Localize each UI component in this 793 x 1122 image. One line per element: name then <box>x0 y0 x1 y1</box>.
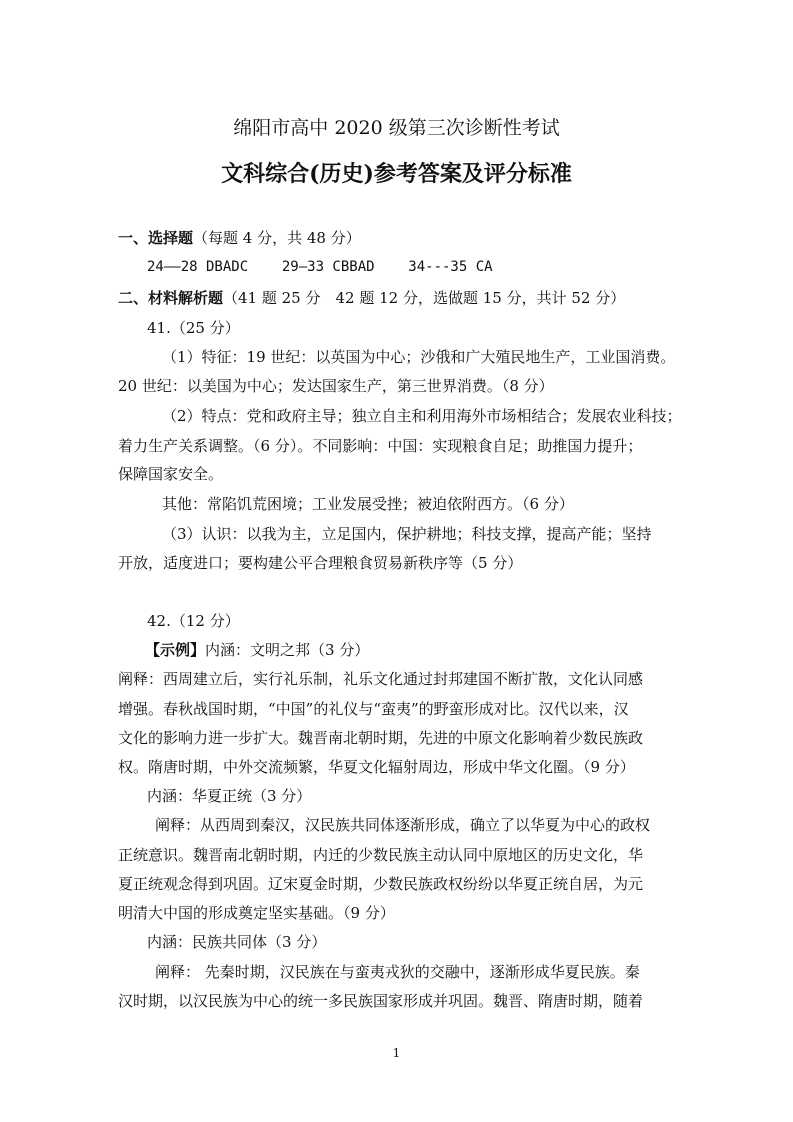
q41-label: 41.（25 分） <box>147 319 240 337</box>
choice-answers: 24——28 DBADC 29—33 CBBAD 34---35 CA <box>147 259 493 275</box>
q41-line: 保障国家安全。 <box>118 465 224 483</box>
q42-line: 明清大中国的形成奠定坚实基础。（9 分） <box>118 904 395 922</box>
section1-note: （每题 4 分，共 48 分） <box>193 229 361 247</box>
q41-line: 着力生产关系调整。（6 分）。不同影响：中国：实现粮食自足；助推国力提升； <box>118 437 643 455</box>
example-tag: 【示例】 <box>145 641 206 659</box>
q41-line: （3）认识：以我为主，立足国内，保护耕地；科技支撑，提高产能；坚持 <box>162 525 652 543</box>
section2-note: （41 题 25 分 42 题 12 分，选做题 15 分，共计 52 分） <box>223 289 626 307</box>
q42-line: 增强。春秋战国时期，“中国”的礼仪与“蛮夷”的野蛮形成对比。汉代以来，汉 <box>118 700 629 718</box>
section2-heading: 二、材料解析题 <box>118 289 224 307</box>
q42-line: 文化的影响力进一步扩大。魏晋南北朝时期，先进的中原文化影响着少数民族政 <box>118 729 644 747</box>
q42-line <box>145 640 369 660</box>
section2-header <box>118 288 625 308</box>
q42-line: 夏正统观念得到巩固。辽宋夏金时期，少数民族政权纷纷以华夏正统自居，为元 <box>118 875 644 893</box>
document-title: 文科综合(历史)参考答案及评分标准 <box>221 161 572 187</box>
q41-line: 开放，适度进口；要构建公平合理粮食贸易新秩序等（5 分） <box>118 554 523 572</box>
q42-line: 权。隋唐时期，中外交流频繁，华夏文化辐射周边，形成中华文化圈。（9 分） <box>118 758 635 776</box>
q42-line: 内涵：华夏正统（3 分） <box>147 787 312 805</box>
q41-line: 20 世纪：以美国为中心；发达国家生产，第三世界消费。（8 分） <box>118 377 554 395</box>
q42-line: 阐释： 先秦时期，汉民族在与蛮夷戎狄的交融中，逐渐形成华夏民族。秦 <box>155 963 640 981</box>
q42-line: 正统意识。魏晋南北朝时期，内迁的少数民族主动认同中原地区的历史文化，华 <box>118 846 644 864</box>
exam-title: 绵阳市高中 2020 级第三次诊断性考试 <box>233 117 560 139</box>
q42-line: 汉时期，以汉民族为中心的统一多民族国家形成并巩固。魏晋、隋唐时期，随着 <box>118 992 644 1010</box>
q42-line: 阐释：西周建立后，实行礼乐制，礼乐文化通过封邦建国不断扩散，文化认同感 <box>118 670 644 688</box>
q41-line: 其他：常陷饥荒困境；工业发展受挫；被迫依附西方。（6 分） <box>162 495 574 513</box>
q42-line-text: 内涵：文明之邦（3 分） <box>205 641 370 659</box>
q42-line: 阐释：从西周到秦汉，汉民族共同体逐渐形成，确立了以华夏为中心的政权 <box>155 816 651 834</box>
q41-line: （1）特征：19 世纪：以英国为中心；沙俄和广大殖民地生产，工业国消费。 <box>162 348 676 366</box>
q42-label: 42.（12 分） <box>147 612 240 630</box>
section1-header <box>118 228 361 248</box>
page-number: 1 <box>392 1046 401 1060</box>
q42-line: 内涵：民族共同体（3 分） <box>147 933 327 951</box>
q41-line: （2）特点：党和政府主导；独立自主和利用海外市场相结合；发展农业科技； <box>162 407 682 425</box>
section1-heading: 一、选择题 <box>118 229 194 247</box>
